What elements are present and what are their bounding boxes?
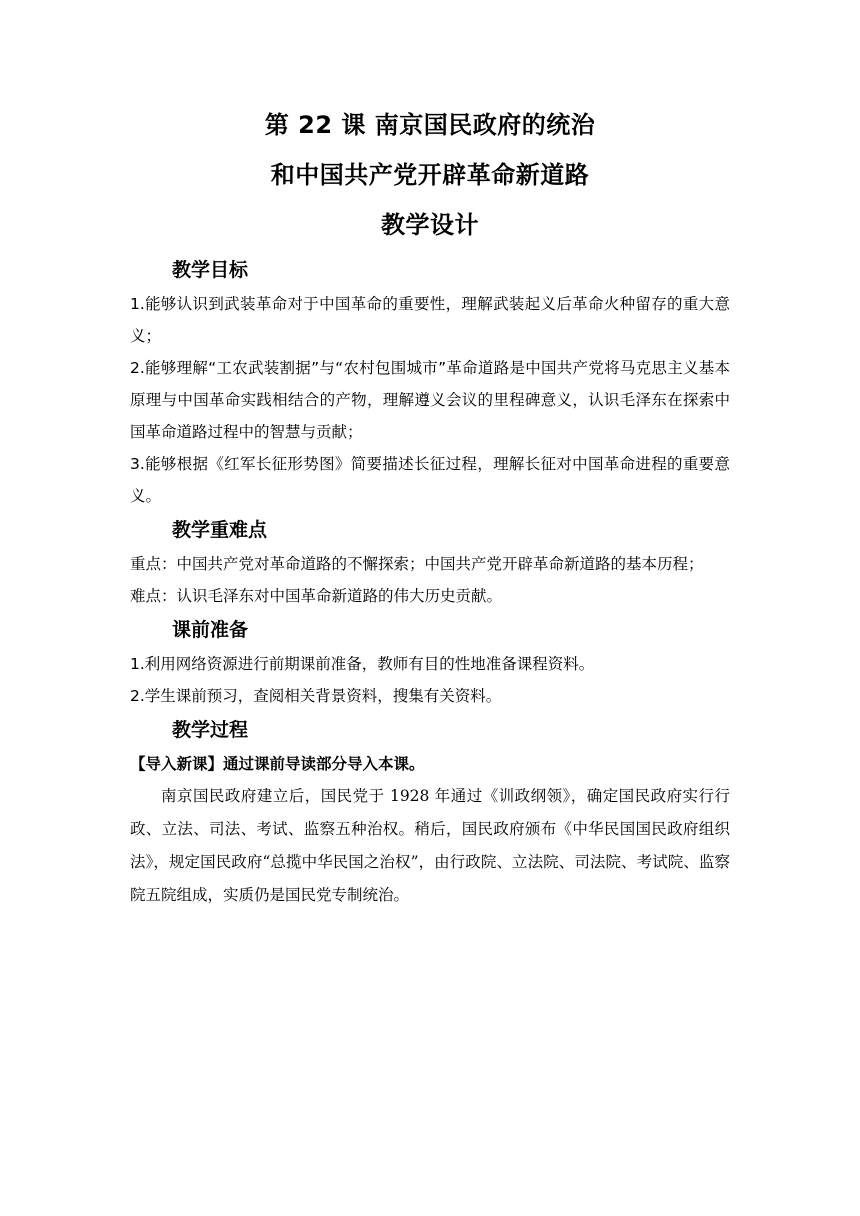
objective-item-1: 1.能够认识到武装革命对于中国革命的重要性，理解武装起义后革命火种留存的重大意义； (130, 295, 730, 345)
heading-key-points: 教学重难点 (172, 519, 268, 541)
intro-lead: 【导入新课】通过课前导读部分导入本课。 (130, 755, 425, 773)
key-point-difficulty: 难点：认识毛泽东对中国革命新道路的伟大历史贡献。 (130, 587, 503, 605)
document-title (0, 100, 860, 250)
heading-objectives: 教学目标 (172, 259, 249, 281)
heading-preparation: 课前准备 (172, 619, 249, 641)
title-line-3: 教学设计 (381, 211, 479, 239)
preparation-item-1: 1.利用网络资源进行前期课前准备，教师有目的性地准备课程资料。 (130, 655, 595, 673)
objective-item-3: 3.能够根据《红军长征形势图》简要描述长征过程，理解长征对中国革命进程的重要意义。 (130, 455, 730, 505)
title-line-2: 和中国共产党开辟革命新道路 (270, 161, 590, 189)
title-line-1: 第 22 课 南京国民政府的统治 (264, 111, 596, 139)
document-body (130, 252, 730, 912)
intro-paragraph: 南京国民政府建立后，国民党于 1928 年通过《训政纲领》，确定国民政府实行行政、立法、司法、考试、监察五种治权。稍后，国民政府颁布《中华民国国民政府组织法》，规定国民政府“总揽中华民国之治权”，由行政院、立法院、司法院、考试院、监察院五院组成，实质仍是国民党专制统治。 (130, 787, 730, 904)
preparation-item-2: 2.学生课前预习，查阅相关背景资料，搜集有关资料。 (130, 687, 502, 705)
objective-item-2: 2.能够理解“工农武装割据”与“农村包围城市”革命道路是中国共产党将马克思主义基本原理与中国革命实践相结合的产物，理解遵义会议的里程碑意义，认识毛泽东在探索中国革命道路过程中的智慧与贡献； (130, 359, 730, 441)
key-point-focus: 重点：中国共产党对革命道路的不懈探索；中国共产党开辟革命新道路的基本历程； (130, 555, 704, 573)
heading-process: 教学过程 (172, 719, 249, 741)
